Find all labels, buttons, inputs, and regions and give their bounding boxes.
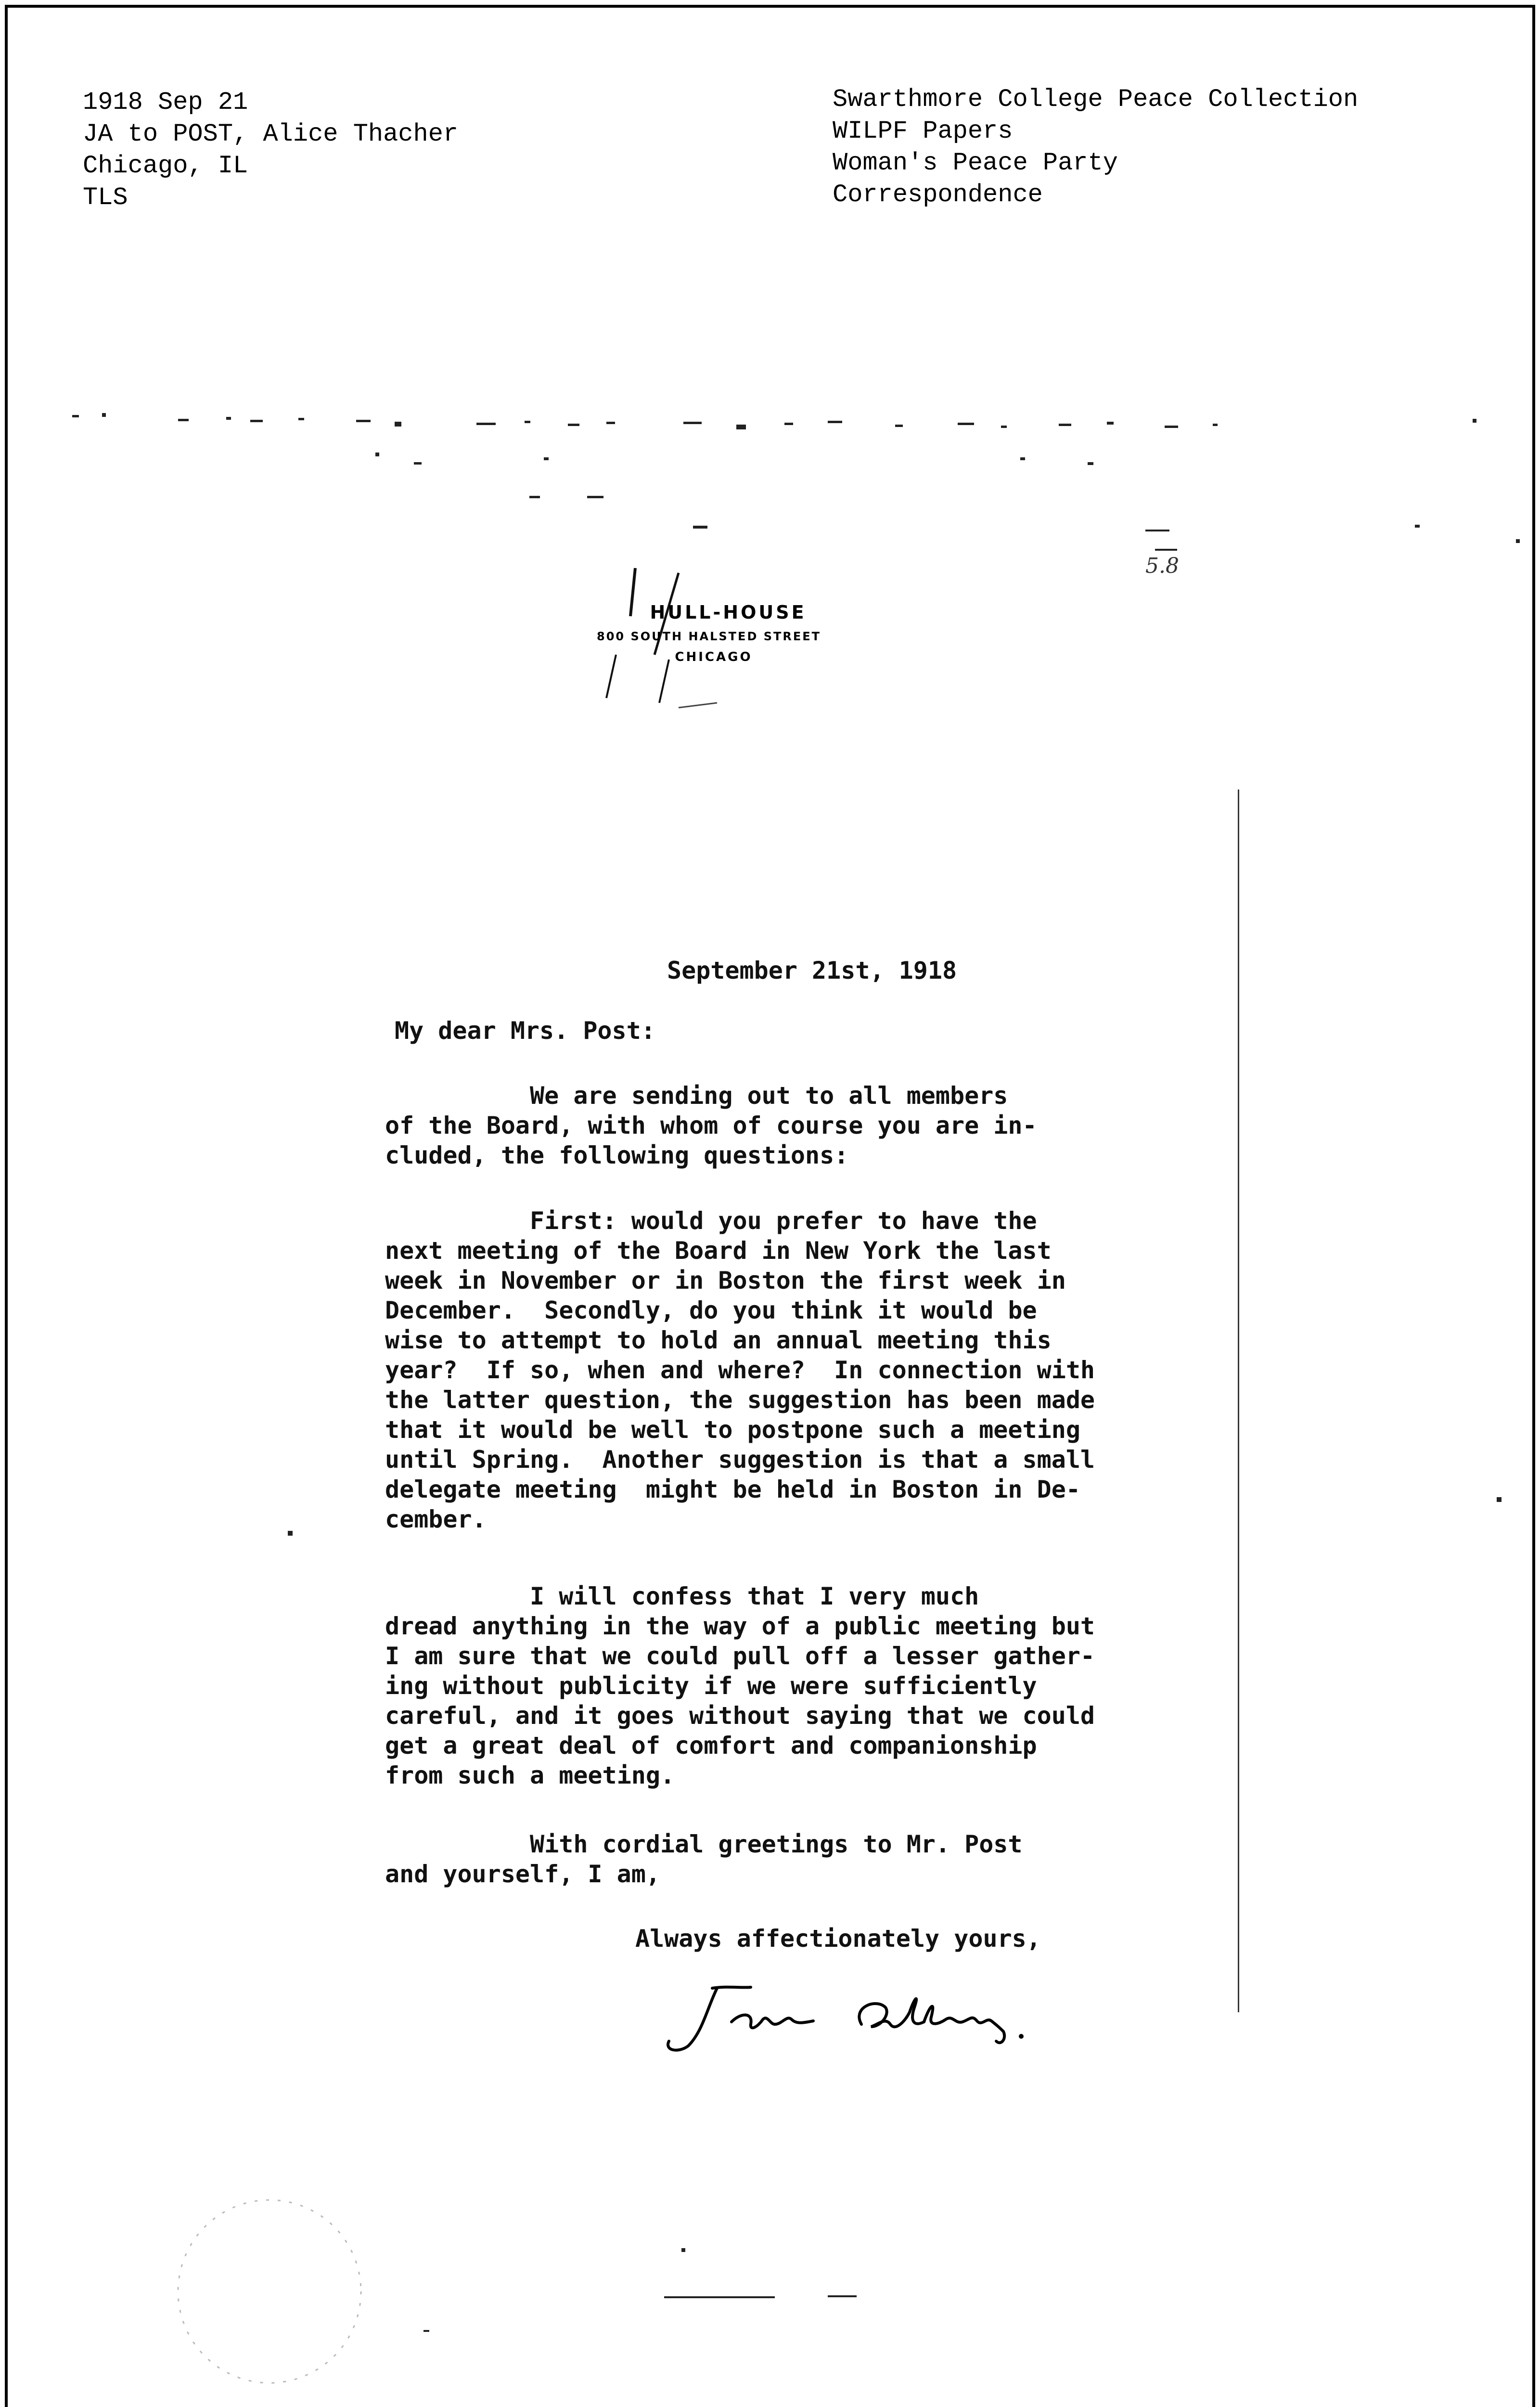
paragraph-line: until Spring. Another suggestion is that a small [385, 1446, 1095, 1474]
paragraph-line: careful, and it goes without saying that we could [385, 1702, 1095, 1730]
letterhead-name: HULL-HOUSE [650, 602, 807, 623]
paragraph-line: week in November or in Boston the first week in [385, 1267, 1066, 1294]
paragraph-line: of the Board, with whom of course you are in- [385, 1112, 1037, 1139]
archive-date: 1918 Sep 21 [83, 88, 248, 116]
letterhead-city: CHICAGO [675, 650, 753, 664]
paragraph-line: and yourself, I am, [385, 1860, 660, 1888]
paragraph-line: year? If so, when and where? In connection with [385, 1356, 1095, 1384]
paragraph-line: December. Secondly, do you think it would be [385, 1296, 1037, 1324]
letterhead-street: 800 SOUTH HALSTED STREET [597, 630, 821, 643]
paragraph-line: cember. [385, 1505, 487, 1533]
paragraph-line: get a great deal of comfort and companionship [385, 1732, 1037, 1760]
paragraph-line: the latter question, the suggestion has been made [385, 1386, 1095, 1414]
archive-subseries: Correspondence [833, 181, 1043, 209]
archive-papers: WILPF Papers [833, 117, 1013, 145]
paragraph-line: With cordial greetings to Mr. Post [385, 1830, 1023, 1858]
archive-place: Chicago, IL [83, 152, 248, 180]
letter-date: September 21st, 1918 [667, 957, 957, 984]
paragraph-3 [385, 1581, 1095, 1790]
paragraph-line: dread anything in the way of a public meeting but [385, 1612, 1095, 1640]
letter-salutation: My dear Mrs. Post: [395, 1017, 655, 1045]
letterhead [597, 602, 821, 664]
paragraph-line: We are sending out to all members [385, 1082, 1008, 1110]
paragraph-line: I am sure that we could pull off a lesser gather- [385, 1642, 1095, 1670]
archive-info-right [833, 84, 1358, 211]
paragraph-2 [385, 1206, 1095, 1534]
letter-closing: Always affectionately yours, [635, 1925, 1041, 1953]
paragraph-line: I will confess that I very much [385, 1582, 979, 1610]
paragraph-line: delegate meeting might be held in Boston in De- [385, 1475, 1080, 1503]
paragraph-line: that it would be well to postpone such a meeting [385, 1416, 1080, 1444]
archive-series: Woman's Peace Party [833, 149, 1118, 177]
svg-text:5.8: 5.8 [1145, 554, 1179, 578]
archive-correspondents: JA to POST, Alice Thacher [83, 120, 459, 148]
archive-collection: Swarthmore College Peace Collection [833, 85, 1359, 114]
paragraph-line: ing without publicity if we were sufficiently [385, 1672, 1037, 1700]
paragraph-line: wise to attempt to hold an annual meeting this [385, 1326, 1052, 1354]
paragraph-line: next meeting of the Board in New York the last [385, 1237, 1052, 1265]
paragraph-1 [385, 1081, 1037, 1170]
paragraph-4 [385, 1829, 1023, 1889]
margin-line [1238, 789, 1239, 2012]
archive-doc-type: TLS [83, 183, 128, 212]
paragraph-line: cluded, the following questions: [385, 1141, 849, 1169]
archive-info-left [83, 87, 458, 214]
paragraph-line: First: would you prefer to have the [385, 1207, 1037, 1235]
paragraph-line: from such a meeting. [385, 1761, 675, 1789]
signature [659, 1979, 1059, 2056]
